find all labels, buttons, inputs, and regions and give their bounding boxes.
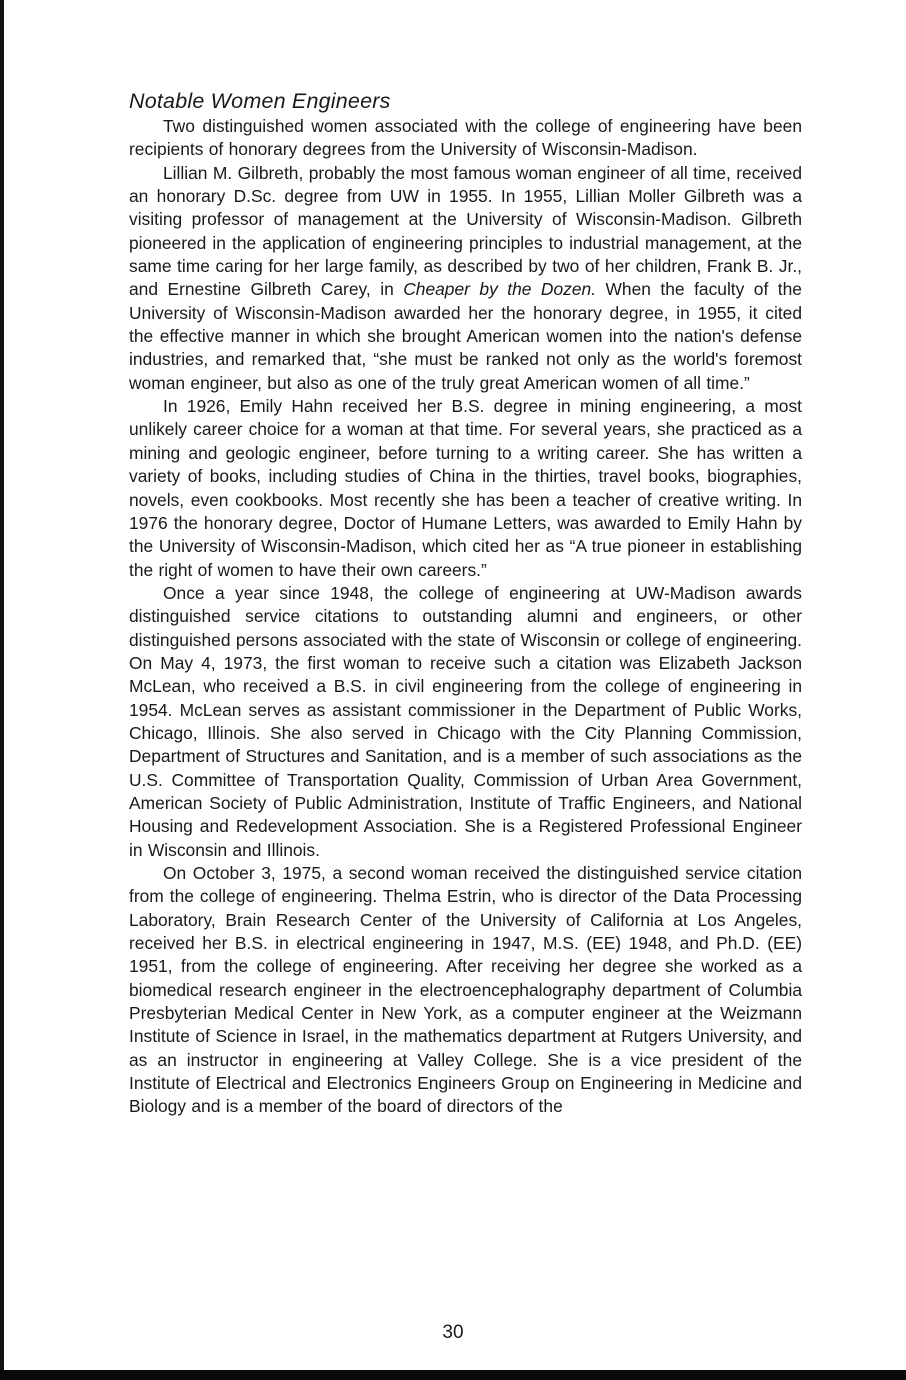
paragraph-text: In 1926, Emily Hahn received her B.S. degree in mining engineering, a most unlikely career choice for a woman at that time. For several years, she practiced as a mining and geologic engineer, before turning to a writing career. She has written a variety of books, including studies of China in the thirties, travel books, biographies, novels, even cookbooks. Most recently she has been a teacher of creative writing. In 1976 the honorary degree, Doctor of Humane Letters, was awarded to Emily Hahn by the University of Wisconsin-Madison, which cited her as “A true pioneer in establishing the right of women to have their own careers.” — [129, 396, 802, 580]
scan-edge-bottom — [0, 1370, 906, 1380]
section-heading: Notable Women Engineers — [129, 89, 391, 113]
paragraph-text: Once a year since 1948, the college of engineering at UW-Madison awards distinguished service citations to outstanding alumni and engineers, or other distinguished persons associated with the state of Wisconsin or college of engineering. On May 4, 1973, the first woman to receive such a citation was Elizabeth Jackson McLean, who received a B.S. in civil engineering from the college of engineering in 1954. McLean serves as assistant commissioner in the Department of Public Works, Chicago, Illinois. She also served in Chicago with the City Planning Commission, Department of Structures and Sanitation, and is a member of such associations as the U.S. Committee of Transportation Quality, Commission of Urban Area Government, American Society of Public Administration, Institute of Traffic Engineers, and National Housing and Redevelopment Association. She is a Registered Professional Engineer in Wisconsin and Illinois. — [129, 582, 802, 860]
paragraph — [129, 395, 802, 582]
article-body — [129, 88, 802, 1119]
scan-edge-left — [0, 0, 4, 1380]
paragraph — [129, 115, 802, 162]
page-number: 30 — [442, 1322, 464, 1343]
paragraph — [129, 862, 802, 1119]
paragraph-text: Two distinguished women associated with the college of engineering have been recipients of honorary degrees from the University of Wisconsin-Madison. — [129, 116, 802, 160]
book-title-italic: Cheaper by the Dozen. — [403, 279, 597, 300]
paragraph-text: When the faculty of the University of Wisconsin-Madison awarded her the honorary degree, in 1955, it cited the effective manner in which she brought American women into the nation's defense industries, and remarked that, “she must be ranked not only as the world's foremost woman engineer, but also as one of the truly great American women of all time.” — [129, 279, 802, 393]
paragraph-text: On October 3, 1975, a second woman received the distinguished service citation from the college of engineering. Thelma Estrin, who is director of the Data Processing Laboratory, Brain Research Center of the University of California at Los Angeles, received her B.S. in electrical engineering in 1947, M.S. (EE) 1948, and Ph.D. (EE) 1951, from the college of engineering. After receiving her degree she worked as a biomedical research engineer in the electroencephalography department of Columbia Presbyterian Medical Center in New York, as a computer engineer at the Weizmann Institute of Science in Israel, in the mathematics department at Rutgers University, and as an instructor in engineering at Valley College. She is a vice president of the Institute of Electrical and Electronics Engineers Group on Engineering in Medicine and Biology and is a member of the board of directors of the — [129, 863, 802, 1117]
paragraph — [129, 582, 802, 862]
paragraph — [129, 162, 802, 395]
paragraph-text: Lillian M. Gilbreth, probably the most famous woman engineer of all time, received an honorary D.Sc. degree from UW in 1955. In 1955, Lillian Moller Gilbreth was a visiting professor of management at the University of Wisconsin-Madison. Gilbreth pioneered in the application of engineering principles to industrial management, at the same time caring for her large family, as described by two of her children, Frank B. Jr., and Ernestine Gilbreth Carey, in — [129, 162, 802, 300]
